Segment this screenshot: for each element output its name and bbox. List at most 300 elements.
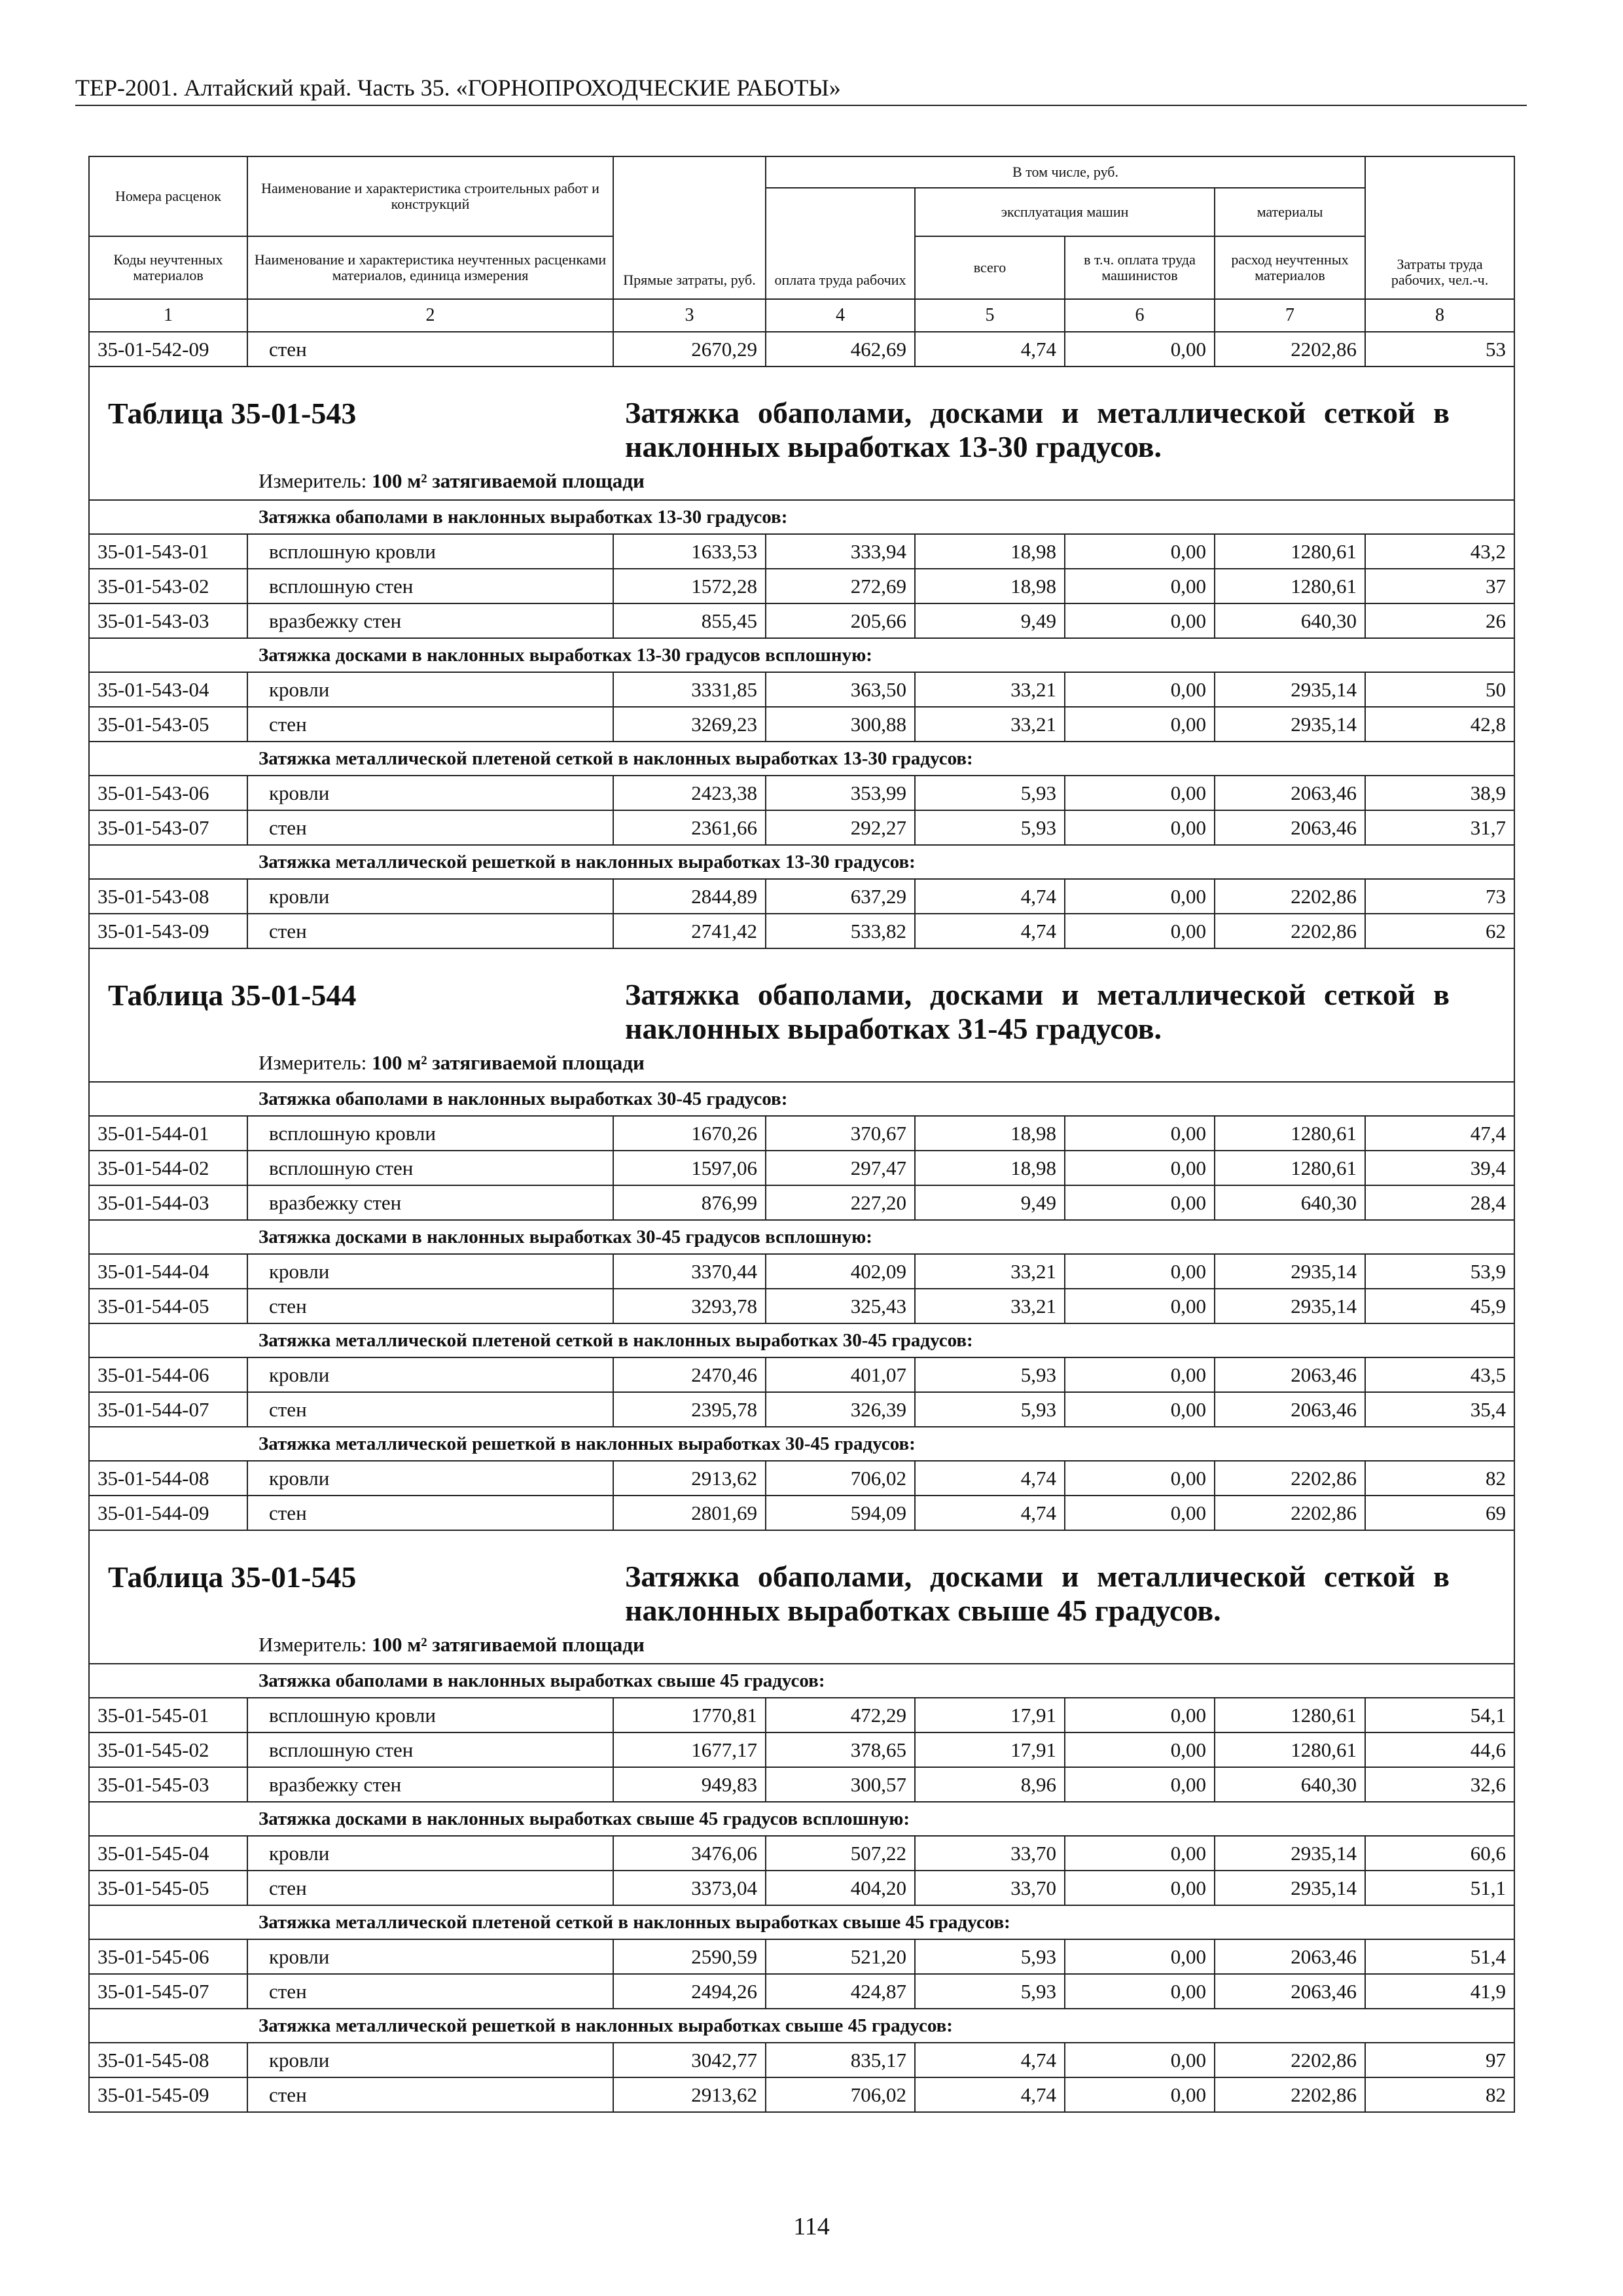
machinist-wage: 0,00 — [1065, 1496, 1215, 1530]
header-row-1 — [89, 156, 1514, 188]
section-row — [89, 742, 1514, 776]
rate-code: 35-01-544-05 — [89, 1289, 247, 1323]
table-row — [89, 1496, 1514, 1530]
direct-cost: 949,83 — [613, 1767, 766, 1802]
labor-wage: 521,20 — [766, 1939, 915, 1974]
table-row — [89, 672, 1514, 707]
machinist-wage: 0,00 — [1065, 569, 1215, 603]
direct-cost: 3331,85 — [613, 672, 766, 707]
direct-cost: 2913,62 — [613, 1461, 766, 1496]
table-title: Затяжка обаполами, досками и металлической сеткой в наклонных выработках 13-30 градусов. — [625, 396, 1450, 463]
direct-cost: 3476,06 — [613, 1836, 766, 1871]
section-row — [89, 1323, 1514, 1357]
direct-cost: 855,45 — [613, 603, 766, 638]
col-number: 1 — [89, 299, 247, 332]
machinist-wage: 0,00 — [1065, 1871, 1215, 1905]
direct-cost: 2741,42 — [613, 914, 766, 948]
measure-label: Измеритель: — [259, 1633, 367, 1656]
materials-cost: 1280,61 — [1215, 1116, 1365, 1151]
direct-cost: 3269,23 — [613, 707, 766, 742]
col-code-header: Номера расценок — [89, 156, 247, 236]
labor-hours: 41,9 — [1365, 1974, 1514, 2009]
col-number: 6 — [1065, 299, 1215, 332]
col-labor-cost-header: Затраты труда рабочих, чел.-ч. — [1365, 156, 1514, 299]
machine-total: 5,93 — [915, 810, 1065, 845]
section-label: Затяжка обаполами в наклонных выработках свыше 45 градусов: — [89, 1664, 1514, 1698]
machinist-wage: 0,00 — [1065, 1185, 1215, 1220]
labor-wage: 227,20 — [766, 1185, 915, 1220]
labor-wage: 594,09 — [766, 1496, 915, 1530]
col-labor-header: оплата труда рабочих — [766, 188, 915, 299]
table-row — [89, 1767, 1514, 1802]
col-materials-sub-header: расход неучтенных материалов — [1215, 236, 1365, 299]
col-number: 7 — [1215, 299, 1365, 332]
rate-code: 35-01-543-08 — [89, 879, 247, 914]
rate-code: 35-01-543-05 — [89, 707, 247, 742]
col-number: 5 — [915, 299, 1065, 332]
work-name: всплошную кровли — [247, 534, 613, 569]
machine-total: 5,93 — [915, 1939, 1065, 1974]
direct-cost: 3293,78 — [613, 1289, 766, 1323]
labor-hours: 42,8 — [1365, 707, 1514, 742]
section-label: Затяжка металлической решеткой в наклонных выработках свыше 45 градусов: — [89, 2009, 1514, 2043]
materials-cost: 2202,86 — [1215, 879, 1365, 914]
machine-total: 4,74 — [915, 2043, 1065, 2077]
machinist-wage: 0,00 — [1065, 810, 1215, 845]
materials-cost: 2063,46 — [1215, 1357, 1365, 1392]
rate-code: 35-01-543-07 — [89, 810, 247, 845]
labor-hours: 51,4 — [1365, 1939, 1514, 1974]
col-including-header: В том числе, руб. — [766, 156, 1365, 188]
machine-total: 33,21 — [915, 1254, 1065, 1289]
table-title: Затяжка обаполами, досками и металлической сеткой в наклонных выработках 31-45 градусов. — [625, 978, 1450, 1045]
labor-hours: 32,6 — [1365, 1767, 1514, 1802]
measure-value: 100 м² затягиваемой площади — [371, 1051, 645, 1074]
col-materials-header: материалы — [1215, 188, 1365, 236]
materials-cost: 1280,61 — [1215, 1151, 1365, 1185]
machine-total: 4,74 — [915, 2077, 1065, 2112]
table-title-block — [90, 367, 1514, 499]
machinist-wage: 0,00 — [1065, 879, 1215, 914]
machine-total: 17,91 — [915, 1698, 1065, 1732]
materials-cost: 2935,14 — [1215, 1836, 1365, 1871]
machinist-wage: 0,00 — [1065, 707, 1215, 742]
machine-total: 18,98 — [915, 534, 1065, 569]
labor-wage: 205,66 — [766, 603, 915, 638]
rate-code: 35-01-545-06 — [89, 1939, 247, 1974]
page-header: ТЕР-2001. Алтайский край. Часть 35. «ГОРНОПРОХОДЧЕСКИЕ РАБОТЫ» — [75, 73, 1527, 106]
rate-code: 35-01-542-09 — [89, 332, 247, 367]
table-row — [89, 1732, 1514, 1767]
table-row — [89, 707, 1514, 742]
machinist-wage: 0,00 — [1065, 1151, 1215, 1185]
table-row — [89, 1254, 1514, 1289]
table-row — [89, 810, 1514, 845]
section-label: Затяжка металлической решеткой в наклонных выработках 30-45 градусов: — [89, 1427, 1514, 1461]
labor-wage: 333,94 — [766, 534, 915, 569]
machinist-wage: 0,00 — [1065, 1254, 1215, 1289]
machinist-wage: 0,00 — [1065, 1974, 1215, 2009]
machine-total: 33,70 — [915, 1836, 1065, 1871]
materials-cost: 2935,14 — [1215, 1871, 1365, 1905]
direct-cost: 3042,77 — [613, 2043, 766, 2077]
section-label: Затяжка металлической плетеной сеткой в наклонных выработках 30-45 градусов: — [89, 1323, 1514, 1357]
measure-label: Измеритель: — [259, 1051, 367, 1074]
table-row — [89, 914, 1514, 948]
machine-total: 9,49 — [915, 1185, 1065, 1220]
machine-total: 5,93 — [915, 776, 1065, 810]
materials-cost: 2063,46 — [1215, 1939, 1365, 1974]
table-title: Затяжка обаполами, досками и металлической сеткой в наклонных выработках свыше 45 градусов. — [625, 1560, 1450, 1627]
rate-code: 35-01-545-04 — [89, 1836, 247, 1871]
table-row — [89, 2077, 1514, 2112]
section-label: Затяжка досками в наклонных выработках 13-30 градусов всплошную: — [89, 638, 1514, 672]
machine-total: 4,74 — [915, 1461, 1065, 1496]
machine-total: 5,93 — [915, 1357, 1065, 1392]
section-row — [89, 500, 1514, 534]
materials-cost: 2202,86 — [1215, 1461, 1365, 1496]
machine-total: 33,70 — [915, 1871, 1065, 1905]
machine-total: 18,98 — [915, 1116, 1065, 1151]
machinist-wage: 0,00 — [1065, 1392, 1215, 1427]
col-name-header: Наименование и характеристика строительных работ и конструкций — [247, 156, 613, 236]
work-name: стен — [247, 332, 613, 367]
machine-total: 4,74 — [915, 879, 1065, 914]
page-number: 114 — [793, 2213, 830, 2240]
table-title-row — [89, 948, 1514, 1082]
col-machines-header: эксплуатация машин — [915, 188, 1215, 236]
work-name: вразбежку стен — [247, 1767, 613, 1802]
labor-hours: 53 — [1365, 332, 1514, 367]
table-row — [89, 569, 1514, 603]
table-number: Таблица 35-01-544 — [108, 978, 357, 1012]
materials-cost: 1280,61 — [1215, 569, 1365, 603]
table-row — [89, 1939, 1514, 1974]
work-name: кровли — [247, 1461, 613, 1496]
labor-hours: 37 — [1365, 569, 1514, 603]
labor-wage: 637,29 — [766, 879, 915, 914]
work-name: кровли — [247, 1254, 613, 1289]
machine-total: 4,74 — [915, 1496, 1065, 1530]
materials-cost: 1280,61 — [1215, 1698, 1365, 1732]
table-row — [89, 1392, 1514, 1427]
direct-cost: 2670,29 — [613, 332, 766, 367]
table-number: Таблица 35-01-545 — [108, 1560, 357, 1594]
labor-hours: 82 — [1365, 2077, 1514, 2112]
machinist-wage: 0,00 — [1065, 776, 1215, 810]
rate-code: 35-01-545-03 — [89, 1767, 247, 1802]
table-row — [89, 534, 1514, 569]
labor-hours: 38,9 — [1365, 776, 1514, 810]
col-machines-total-header: всего — [915, 236, 1065, 299]
rate-code: 35-01-544-07 — [89, 1392, 247, 1427]
direct-cost: 2590,59 — [613, 1939, 766, 1974]
materials-cost: 2063,46 — [1215, 1974, 1365, 2009]
labor-wage: 300,88 — [766, 707, 915, 742]
machine-total: 33,21 — [915, 707, 1065, 742]
direct-cost: 2361,66 — [613, 810, 766, 845]
rate-code: 35-01-544-08 — [89, 1461, 247, 1496]
labor-hours: 62 — [1365, 914, 1514, 948]
table-measure — [259, 469, 645, 493]
section-label: Затяжка металлической плетеной сеткой в наклонных выработках 13-30 градусов: — [89, 742, 1514, 776]
direct-cost: 3373,04 — [613, 1871, 766, 1905]
rate-code: 35-01-544-02 — [89, 1151, 247, 1185]
labor-wage: 325,43 — [766, 1289, 915, 1323]
rate-code: 35-01-544-03 — [89, 1185, 247, 1220]
section-row — [89, 1905, 1514, 1939]
rates-table — [88, 156, 1515, 2113]
direct-cost: 2395,78 — [613, 1392, 766, 1427]
direct-cost: 1572,28 — [613, 569, 766, 603]
machine-total: 18,98 — [915, 1151, 1065, 1185]
machinist-wage: 0,00 — [1065, 1357, 1215, 1392]
materials-cost: 2063,46 — [1215, 810, 1365, 845]
work-name: кровли — [247, 776, 613, 810]
table-measure — [259, 1051, 645, 1075]
table-row — [89, 332, 1514, 367]
table-row — [89, 1289, 1514, 1323]
materials-cost: 640,30 — [1215, 1767, 1365, 1802]
table-row — [89, 2043, 1514, 2077]
labor-wage: 507,22 — [766, 1836, 915, 1871]
labor-wage: 835,17 — [766, 2043, 915, 2077]
work-name: стен — [247, 1871, 613, 1905]
labor-hours: 28,4 — [1365, 1185, 1514, 1220]
machine-total: 8,96 — [915, 1767, 1065, 1802]
labor-wage: 706,02 — [766, 1461, 915, 1496]
labor-wage: 401,07 — [766, 1357, 915, 1392]
direct-cost: 2801,69 — [613, 1496, 766, 1530]
work-name: всплошную кровли — [247, 1116, 613, 1151]
work-name: стен — [247, 707, 613, 742]
table-row — [89, 1836, 1514, 1871]
section-row — [89, 638, 1514, 672]
labor-hours: 97 — [1365, 2043, 1514, 2077]
rate-code: 35-01-544-04 — [89, 1254, 247, 1289]
machine-total: 9,49 — [915, 603, 1065, 638]
labor-wage: 353,99 — [766, 776, 915, 810]
labor-hours: 39,4 — [1365, 1151, 1514, 1185]
machinist-wage: 0,00 — [1065, 1732, 1215, 1767]
table-title-cell — [89, 1530, 1514, 1664]
direct-cost: 2844,89 — [613, 879, 766, 914]
section-label: Затяжка досками в наклонных выработках свыше 45 градусов всплошную: — [89, 1802, 1514, 1836]
labor-wage: 370,67 — [766, 1116, 915, 1151]
labor-hours: 82 — [1365, 1461, 1514, 1496]
labor-wage: 378,65 — [766, 1732, 915, 1767]
rate-code: 35-01-545-05 — [89, 1871, 247, 1905]
machine-total: 5,93 — [915, 1974, 1065, 2009]
direct-cost: 1677,17 — [613, 1732, 766, 1767]
table-row — [89, 1116, 1514, 1151]
machine-total: 18,98 — [915, 569, 1065, 603]
work-name: кровли — [247, 1357, 613, 1392]
direct-cost: 2494,26 — [613, 1974, 766, 2009]
rate-code: 35-01-545-09 — [89, 2077, 247, 2112]
materials-cost: 2202,86 — [1215, 1496, 1365, 1530]
materials-cost: 1280,61 — [1215, 534, 1365, 569]
work-name: стен — [247, 914, 613, 948]
materials-cost: 2935,14 — [1215, 707, 1365, 742]
labor-hours: 60,6 — [1365, 1836, 1514, 1871]
rate-code: 35-01-545-08 — [89, 2043, 247, 2077]
rate-code: 35-01-544-01 — [89, 1116, 247, 1151]
machinist-wage: 0,00 — [1065, 1698, 1215, 1732]
work-name: стен — [247, 1392, 613, 1427]
work-name: стен — [247, 2077, 613, 2112]
rate-code: 35-01-544-06 — [89, 1357, 247, 1392]
table-row — [89, 1974, 1514, 2009]
materials-cost: 2202,86 — [1215, 914, 1365, 948]
direct-cost: 2470,46 — [613, 1357, 766, 1392]
work-name: кровли — [247, 2043, 613, 2077]
labor-hours: 35,4 — [1365, 1392, 1514, 1427]
table-title-cell — [89, 948, 1514, 1082]
labor-wage: 404,20 — [766, 1871, 915, 1905]
measure-value: 100 м² затягиваемой площади — [371, 1633, 645, 1656]
machinist-wage: 0,00 — [1065, 2077, 1215, 2112]
column-number-row — [89, 299, 1514, 332]
machine-total: 5,93 — [915, 1392, 1065, 1427]
labor-hours: 51,1 — [1365, 1871, 1514, 1905]
work-name: кровли — [247, 879, 613, 914]
table-measure — [259, 1633, 645, 1657]
col-number: 8 — [1365, 299, 1514, 332]
table-title-row — [89, 1530, 1514, 1664]
col-code-alt-header: Коды неучтенных материалов — [89, 236, 247, 299]
section-label: Затяжка обаполами в наклонных выработках 30-45 градусов: — [89, 1082, 1514, 1116]
machinist-wage: 0,00 — [1065, 1939, 1215, 1974]
direct-cost: 3370,44 — [613, 1254, 766, 1289]
section-row — [89, 1802, 1514, 1836]
work-name: стен — [247, 1974, 613, 2009]
work-name: стен — [247, 1289, 613, 1323]
rate-code: 35-01-543-06 — [89, 776, 247, 810]
rate-code: 35-01-544-09 — [89, 1496, 247, 1530]
materials-cost: 2202,86 — [1215, 332, 1365, 367]
labor-wage: 472,29 — [766, 1698, 915, 1732]
labor-wage: 363,50 — [766, 672, 915, 707]
machinist-wage: 0,00 — [1065, 603, 1215, 638]
machinist-wage: 0,00 — [1065, 1767, 1215, 1802]
section-row — [89, 845, 1514, 879]
rate-code: 35-01-543-04 — [89, 672, 247, 707]
labor-wage: 297,47 — [766, 1151, 915, 1185]
table-row — [89, 1357, 1514, 1392]
table-row — [89, 1185, 1514, 1220]
labor-hours: 47,4 — [1365, 1116, 1514, 1151]
labor-wage: 272,69 — [766, 569, 915, 603]
direct-cost: 1597,06 — [613, 1151, 766, 1185]
measure-value: 100 м² затягиваемой площади — [371, 469, 645, 492]
rate-code: 35-01-543-01 — [89, 534, 247, 569]
materials-cost: 2063,46 — [1215, 776, 1365, 810]
table-row — [89, 603, 1514, 638]
table-number: Таблица 35-01-543 — [108, 397, 357, 430]
section-row — [89, 1664, 1514, 1698]
table-title-block — [90, 949, 1514, 1081]
machinist-wage: 0,00 — [1065, 1461, 1215, 1496]
labor-hours: 54,1 — [1365, 1698, 1514, 1732]
rate-code: 35-01-545-07 — [89, 1974, 247, 2009]
labor-hours: 69 — [1365, 1496, 1514, 1530]
col-number: 3 — [613, 299, 766, 332]
table-row — [89, 1871, 1514, 1905]
direct-cost: 876,99 — [613, 1185, 766, 1220]
labor-wage: 462,69 — [766, 332, 915, 367]
materials-cost: 2935,14 — [1215, 1289, 1365, 1323]
col-number: 2 — [247, 299, 613, 332]
machine-total: 4,74 — [915, 914, 1065, 948]
section-label: Затяжка досками в наклонных выработках 30-45 градусов всплошную: — [89, 1220, 1514, 1254]
measure-label: Измеритель: — [259, 469, 367, 492]
machinist-wage: 0,00 — [1065, 1289, 1215, 1323]
work-name: всплошную стен — [247, 1151, 613, 1185]
table-title-cell — [89, 367, 1514, 500]
machine-total: 4,74 — [915, 332, 1065, 367]
materials-cost: 1280,61 — [1215, 1732, 1365, 1767]
machinist-wage: 0,00 — [1065, 914, 1215, 948]
labor-hours: 73 — [1365, 879, 1514, 914]
table-row — [89, 1698, 1514, 1732]
labor-wage: 533,82 — [766, 914, 915, 948]
labor-wage: 292,27 — [766, 810, 915, 845]
machinist-wage: 0,00 — [1065, 1836, 1215, 1871]
section-label: Затяжка металлической решеткой в наклонных выработках 13-30 градусов: — [89, 845, 1514, 879]
materials-cost: 2935,14 — [1215, 1254, 1365, 1289]
materials-cost: 2935,14 — [1215, 672, 1365, 707]
labor-hours: 53,9 — [1365, 1254, 1514, 1289]
labor-wage: 706,02 — [766, 2077, 915, 2112]
direct-cost: 1633,53 — [613, 534, 766, 569]
labor-hours: 44,6 — [1365, 1732, 1514, 1767]
labor-hours: 45,9 — [1365, 1289, 1514, 1323]
section-row — [89, 2009, 1514, 2043]
materials-cost: 2202,86 — [1215, 2043, 1365, 2077]
table-row — [89, 1151, 1514, 1185]
materials-cost: 2063,46 — [1215, 1392, 1365, 1427]
work-name: вразбежку стен — [247, 1185, 613, 1220]
labor-wage: 300,57 — [766, 1767, 915, 1802]
labor-hours: 31,7 — [1365, 810, 1514, 845]
table-row — [89, 1461, 1514, 1496]
table-row — [89, 879, 1514, 914]
labor-hours: 50 — [1365, 672, 1514, 707]
rate-code: 35-01-543-02 — [89, 569, 247, 603]
col-number: 4 — [766, 299, 915, 332]
labor-hours: 43,2 — [1365, 534, 1514, 569]
materials-cost: 2202,86 — [1215, 2077, 1365, 2112]
section-row — [89, 1220, 1514, 1254]
rate-code: 35-01-543-09 — [89, 914, 247, 948]
table-body — [89, 156, 1514, 2112]
rate-code: 35-01-545-02 — [89, 1732, 247, 1767]
section-row — [89, 1082, 1514, 1116]
col-machines-labor-header: в т.ч. оплата труда машинистов — [1065, 236, 1215, 299]
materials-cost: 640,30 — [1215, 1185, 1365, 1220]
work-name: вразбежку стен — [247, 603, 613, 638]
table-row — [89, 776, 1514, 810]
work-name: всплошную кровли — [247, 1698, 613, 1732]
machinist-wage: 0,00 — [1065, 332, 1215, 367]
materials-cost: 640,30 — [1215, 603, 1365, 638]
machinist-wage: 0,00 — [1065, 672, 1215, 707]
direct-cost: 1770,81 — [613, 1698, 766, 1732]
direct-cost: 2913,62 — [613, 2077, 766, 2112]
section-label: Затяжка металлической плетеной сеткой в наклонных выработках свыше 45 градусов: — [89, 1905, 1514, 1939]
labor-hours: 43,5 — [1365, 1357, 1514, 1392]
